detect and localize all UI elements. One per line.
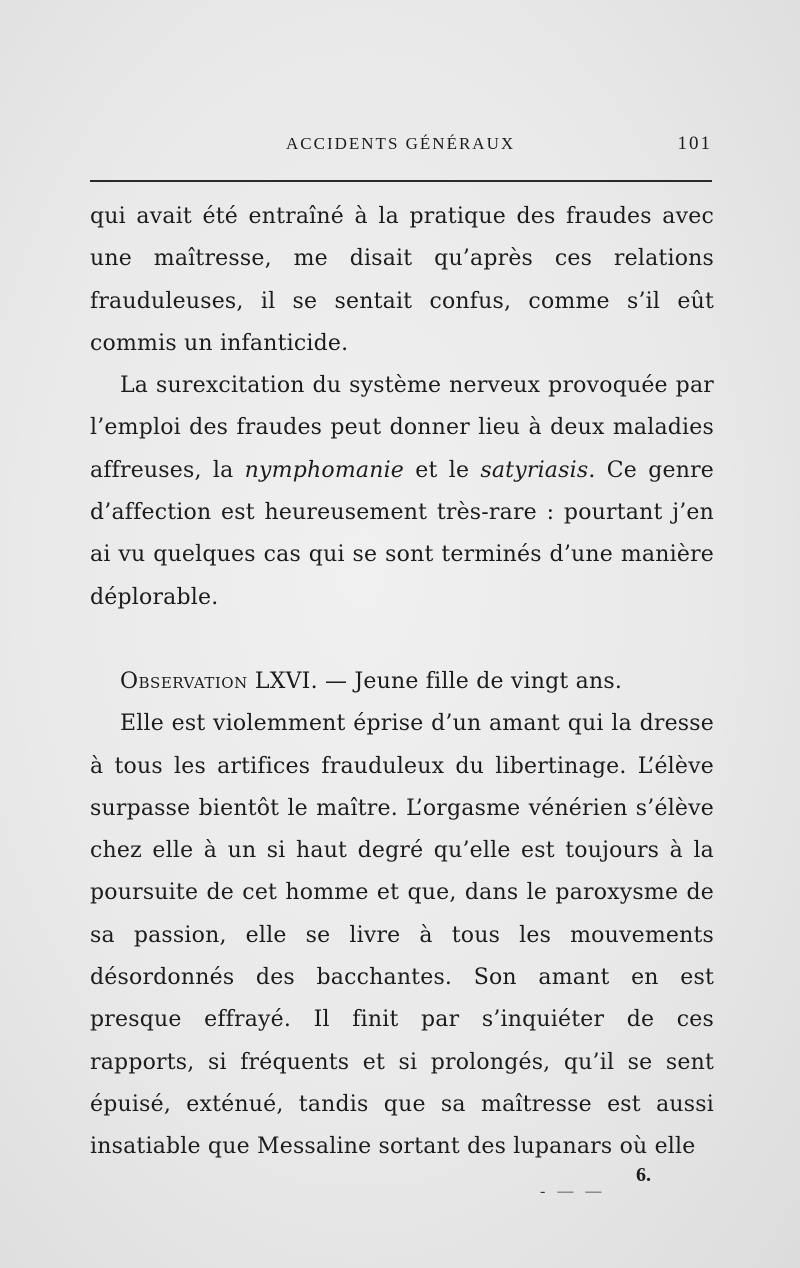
text-run: La surexcitation du système nerveux provoquée par l’emploi des fraudes peut donner lieu à deux maladies affreuses, la bbox=[90, 373, 714, 483]
text-run: . Ce genre d’affection est heureusement très-rare : pourtant j’en ai vu quelques cas qui se sont terminés d’une manière déplorable. bbox=[90, 457, 715, 610]
body-text bbox=[90, 196, 714, 1169]
footer-dashes: - — — bbox=[540, 1183, 606, 1200]
observation-label: Observation bbox=[120, 668, 248, 694]
observation-heading bbox=[90, 661, 714, 703]
italic-term: satyriasis bbox=[480, 457, 589, 483]
signature-mark: 6. bbox=[636, 1164, 651, 1186]
text-run: et le bbox=[404, 457, 481, 483]
page-header bbox=[88, 133, 712, 157]
observation-title: LXVI. — Jeune fille de vingt ans. bbox=[247, 668, 623, 694]
section-gap bbox=[90, 619, 714, 661]
paragraph bbox=[90, 365, 714, 619]
page-number: 101 bbox=[677, 133, 712, 154]
italic-term: nymphomanie bbox=[244, 457, 405, 483]
header-rule bbox=[90, 180, 712, 182]
paragraph: qui avait été entraîné à la pratique des fraudes avec une maîtresse, me disait qu’après ces relations frauduleuses, il se sentait confus, comme s’il eût commis un infanticide. bbox=[90, 204, 714, 356]
running-title: ACCIDENTS GÉNÉRAUX bbox=[286, 134, 516, 153]
paragraph: Elle est violemment éprise d’un amant qui la dresse à tous les artifices frauduleux du libertinage. L’élève surpasse bientôt le maître. L’orgasme vénérien s’élève chez elle à un si haut degré qu’elle est toujours à la poursuite de cet homme et que, dans le paroxysme de sa passion, elle se livre à tous les mouvements désordonnés des bacchantes. Son amant en est presque effrayé. Il finit par s’inquiéter de ces rapports, si fréquents et si prolongés, qu’il se sent épuisé, exténué, tandis que sa maîtresse est aussi insatiable que Messaline sortant des lupanars où elle bbox=[90, 711, 714, 1160]
